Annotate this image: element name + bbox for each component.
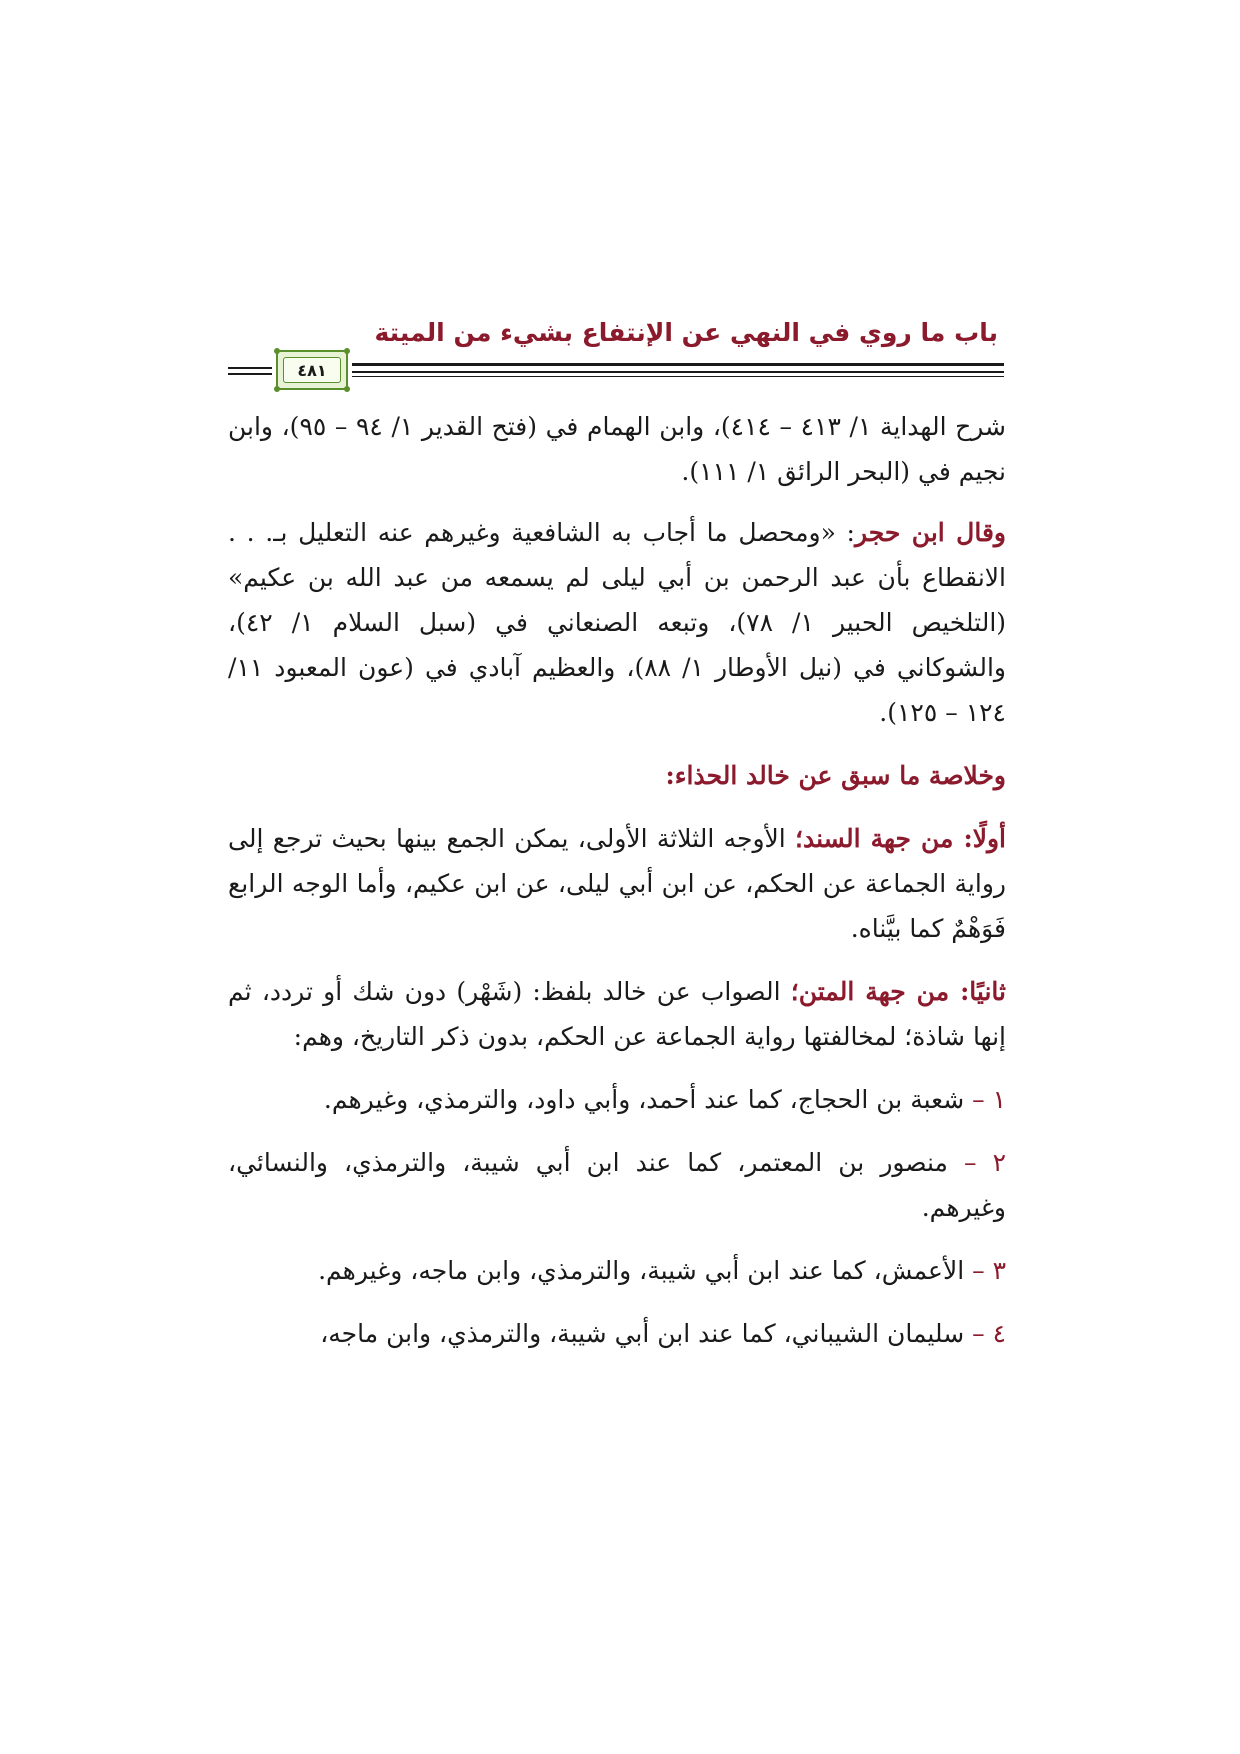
page-number: ٤٨١ [297, 360, 327, 380]
list-item-text: سليمان الشيباني، كما عند ابن أبي شيبة، والترمذي، وابن ماجه، [320, 1319, 973, 1348]
page-number-frame [283, 357, 341, 383]
list-item-text: منصور بن المعتمر، كما عند ابن أبي شيبة، والترمذي، والنسائي، وغيرهم. [228, 1148, 1006, 1222]
header-rule [228, 373, 272, 375]
ornament-icon [344, 386, 350, 392]
header-rule [228, 367, 272, 369]
list-item [228, 1248, 1006, 1293]
paragraph-footnote-continuation: شرح الهداية ١/ ٤١٣ – ٤١٤)، وابن الهمام في (فتح القدير ١/ ٩٤ – ٩٥)، وابن نجيم في (البحر الرائق ١/ ١١١). [228, 412, 1006, 486]
paragraph-matn [228, 969, 1006, 1059]
list-item [228, 1311, 1006, 1356]
header-rule [352, 363, 1004, 366]
list-item-number: ٢ – [964, 1148, 1007, 1177]
page-header [228, 318, 1004, 390]
section-subheading: وخلاصة ما سبق عن خالد الحذاء: [665, 761, 1006, 790]
paragraph-text: : «ومحصل ما أجاب به الشافعية وغيرهم عنه التعليل بـ. . . الانقطاع بأن عبد الرحمن بن أبي ليلى لم يسمعه من عبد الله بن عكيم» (التلخيص الحبير ١/ ٧٨)، وتبعه الصنعاني في (سبل السلام ١/ ٤٢)، والشوكاني في (نيل الأوطار ١/ ٨٨)، والعظيم آبادي في (عون المعبود ١١/ ١٢٤ – ١٢٥). [228, 518, 1007, 727]
list-item-number: ٤ – [972, 1319, 1006, 1348]
paragraph-label: أولًا: من جهة السند؛ [795, 824, 1006, 853]
paragraph-text: الصواب عن خالد بلفظ: (شَهْر) دون شك أو تردد، ثم إنها شاذة؛ لمخالفتها رواية الجماعة عن الحكم، بدون ذكر التاريخ، وهم: [228, 977, 1006, 1051]
paragraph-label: وقال ابن حجر [854, 518, 1006, 547]
ornament-icon [274, 386, 280, 392]
header-rule [352, 376, 1004, 377]
list-item-text: شعبة بن الحجاج، كما عند أحمد، وأبي داود، والترمذي، وغيرهم. [323, 1085, 973, 1114]
list-item-number: ٣ – [972, 1256, 1006, 1285]
list-item-text: الأعمش، كما عند ابن أبي شيبة، والترمذي، وابن ماجه، وغيرهم. [318, 1256, 973, 1285]
header-rule [352, 371, 1004, 373]
page-body [228, 404, 1006, 1374]
ornament-icon [344, 348, 350, 354]
page-number-badge [276, 350, 348, 390]
paragraph-text: الأوجه الثلاثة الأولى، يمكن الجمع بينها بحيث ترجع إلى رواية الجماعة عن الحكم، عن ابن أبي ليلى، عن ابن عكيم، وأما الوجه الرابع فَوَهْمٌ كما بيَّناه. [228, 824, 1006, 943]
chapter-title: باب ما روي في النهي عن الإنتفاع بشيء من الميتة [374, 318, 998, 347]
paragraph-isnad [228, 816, 1006, 951]
list-item-number: ١ – [972, 1085, 1006, 1114]
paragraph-ibn-hajar [228, 510, 1006, 735]
ornament-icon [274, 348, 280, 354]
paragraph-label: ثانيًا: من جهة المتن؛ [790, 977, 1006, 1006]
list-item [228, 1140, 1006, 1230]
list-item [228, 1077, 1006, 1122]
